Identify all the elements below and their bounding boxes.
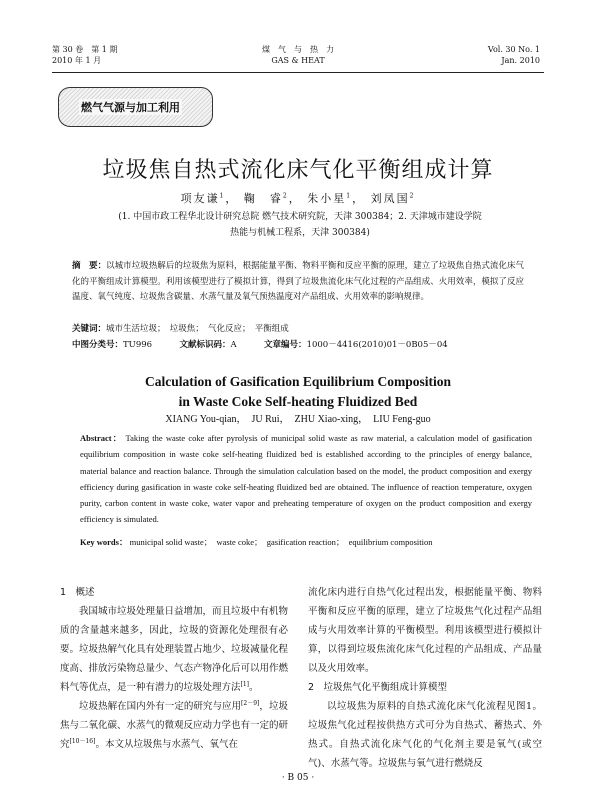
journal-name-en: GAS & HEAT bbox=[271, 56, 325, 65]
author-affil-mark: 1 bbox=[346, 192, 353, 200]
issue-date-en: Jan. 2010 bbox=[501, 56, 540, 65]
abstract-label-cn: 摘 要： bbox=[72, 261, 107, 271]
abstract-text-cn: 以城市垃圾热解后的垃圾焦为原料，根据能量平衡、物料平衡和反应平衡的原理，建立了垃圾焦自热式流化床气化的平衡组成计算模型。利用该模型进行了模拟计算，得到了垃圾焦流化床气化过程的产品组成、火用效率，模拟了反应温度、氧气纯度、垃圾焦含碳量、水蒸气量及氧气预热温度对产品组成、火用效率的影响规律。 bbox=[72, 261, 524, 302]
title-en-line: Calculation of Gasification Equilibrium Composition bbox=[144, 374, 452, 389]
author-name: 项友谦 bbox=[180, 192, 220, 205]
author-affil-mark: 2 bbox=[409, 192, 416, 200]
affiliations-cn bbox=[70, 209, 530, 241]
paragraph-text: 。 bbox=[249, 682, 259, 693]
section-label-box bbox=[58, 87, 213, 127]
paragraph-text: 。本文从垃圾焦与水蒸气、氧气在 bbox=[95, 739, 238, 750]
journal-name-cn: 煤 气 与 热 力 bbox=[262, 45, 334, 54]
authors-cn: 项友谦$^1$， 鞠 睿$^2$， 朱小星$^1$， 刘凤国$^2$ bbox=[180, 192, 416, 205]
body-column-left bbox=[60, 583, 288, 754]
body-column-right bbox=[308, 583, 542, 773]
author-name: 朱小星 bbox=[307, 192, 347, 205]
clc-code: TU996 bbox=[123, 340, 153, 350]
article-number: 1000－4416(2010)01－0B05－04 bbox=[306, 340, 448, 350]
doc-code: A bbox=[230, 340, 237, 350]
section-heading: 1 概述 bbox=[60, 587, 95, 598]
body-paragraph bbox=[60, 697, 288, 754]
author-name: 刘凤国 bbox=[370, 192, 410, 205]
author-name: 鞠 睿 bbox=[243, 192, 283, 205]
title-en-line: in Waste Coke Self-heating Fluidized Bed bbox=[178, 394, 418, 409]
keywords-en bbox=[80, 534, 532, 550]
article-title-cn: 垃圾焦自热式流化床气化平衡组成计算 bbox=[102, 158, 494, 183]
authors-en: XIANG You-qian， JU Rui， ZHU Xiao-xing， LIU Feng-guo bbox=[165, 414, 431, 425]
keywords-text-cn: 城市生活垃圾； 垃圾焦； 气化反应； 平衡组成 bbox=[106, 324, 289, 334]
page-number: · B 05 · bbox=[281, 773, 315, 783]
volume-issue: 第 30 卷 第 1 期 bbox=[52, 45, 118, 54]
body-paragraph: 流化床内进行自热气化过程出发，根据能量平衡、物料平衡和反应平衡的原理，建立了垃圾焦气化过程产品组成与火用效率计算的平衡模型。利用该模型进行模拟计算，以得到垃圾焦流化床气化过程的产品组成、产品量以及火用效率。 bbox=[308, 587, 542, 674]
volume-issue-en: Vol. 30 No. 1 bbox=[487, 45, 540, 54]
body-paragraph bbox=[60, 602, 288, 697]
abstract-en bbox=[80, 430, 532, 528]
clc-label: 中图分类号： bbox=[72, 340, 124, 350]
section-heading: 2 垃圾焦气化平衡组成计算模型 bbox=[308, 682, 448, 693]
citation: [10－16] bbox=[69, 737, 96, 745]
keywords-label-en: Key words： bbox=[80, 537, 128, 547]
citation: [1] bbox=[240, 680, 250, 688]
affiliation-line: (1. 中国市政工程华北设计研究总院 燃气技术研究院，天津 300384；2. 天津城市建设学院 bbox=[118, 212, 482, 222]
keywords-text-en: municipal solid waste； waste coke； gasification reaction； equilibrium composition bbox=[129, 537, 433, 547]
author-affil-mark: 1 bbox=[219, 192, 226, 200]
header-rule bbox=[52, 72, 544, 73]
body-paragraph: 以垃圾焦为原料的自热式流化床气化流程见图1。垃圾焦气化过程按供热方式可分为自热式、蓄热式、外热式。自热式流化床气化的气化剂主要是氧气(或空气)、水蒸气等。垃圾焦与氧气进行燃烧反 bbox=[308, 701, 542, 769]
journal-issue-info-en bbox=[488, 44, 540, 66]
article-number-label: 文章编号： bbox=[264, 340, 307, 350]
citation: [2－9] bbox=[241, 699, 260, 707]
paragraph-text: ，垃圾焦与二氧化碳、水蒸气的微观反应动力学也有一定的研究 bbox=[60, 701, 289, 750]
issue-date: 2010 年 1 月 bbox=[52, 56, 102, 65]
doc-code-label: 文献标识码： bbox=[179, 340, 231, 350]
abstract-label-en: Abstract： bbox=[80, 433, 123, 443]
paragraph-text: 垃圾热解在国内外有一定的研究与应用 bbox=[79, 701, 242, 712]
keywords-cn bbox=[72, 322, 524, 337]
paragraph-text: 我国城市垃圾处理量日益增加，而且垃圾中有机物质的含量越来越多，因此，垃圾的资源化处理很有必要。垃圾热解气化具有处理装置占地少、垃圾减量化程度高、排放污染物总量少、气态产物净化后可以用作燃料气等优点，是一种有潜力的垃圾处理方法 bbox=[60, 606, 289, 693]
author-affil-mark: 2 bbox=[282, 192, 289, 200]
affiliation-line: 热能与机械工程系，天津 300384) bbox=[230, 228, 370, 238]
keywords-label-cn: 关键词： bbox=[72, 324, 107, 334]
section-label: 燃气气源与加工利用 bbox=[81, 101, 180, 114]
abstract-text-en: Taking the waste coke after pyrolysis of municipal solid waste as raw material, a calculation model of gasification equilibrium composition in waste coke self-heating fluidized bed is established according to the principles of energy balance, material balance and reaction balance. Through the simulation calculation based on the model, the product composition and exergy efficiency during gasification in waste coke self-heating fluidized bed are obtained. The influence of reaction temperature, oxygen purity, carbon content in waste coke, water vapor and preheating temperature of oxygen on the product composition and exergy efficiency is simulated. bbox=[80, 433, 532, 525]
abstract-cn bbox=[72, 259, 524, 306]
article-title-en bbox=[0, 372, 596, 412]
classification-cn bbox=[72, 338, 532, 353]
